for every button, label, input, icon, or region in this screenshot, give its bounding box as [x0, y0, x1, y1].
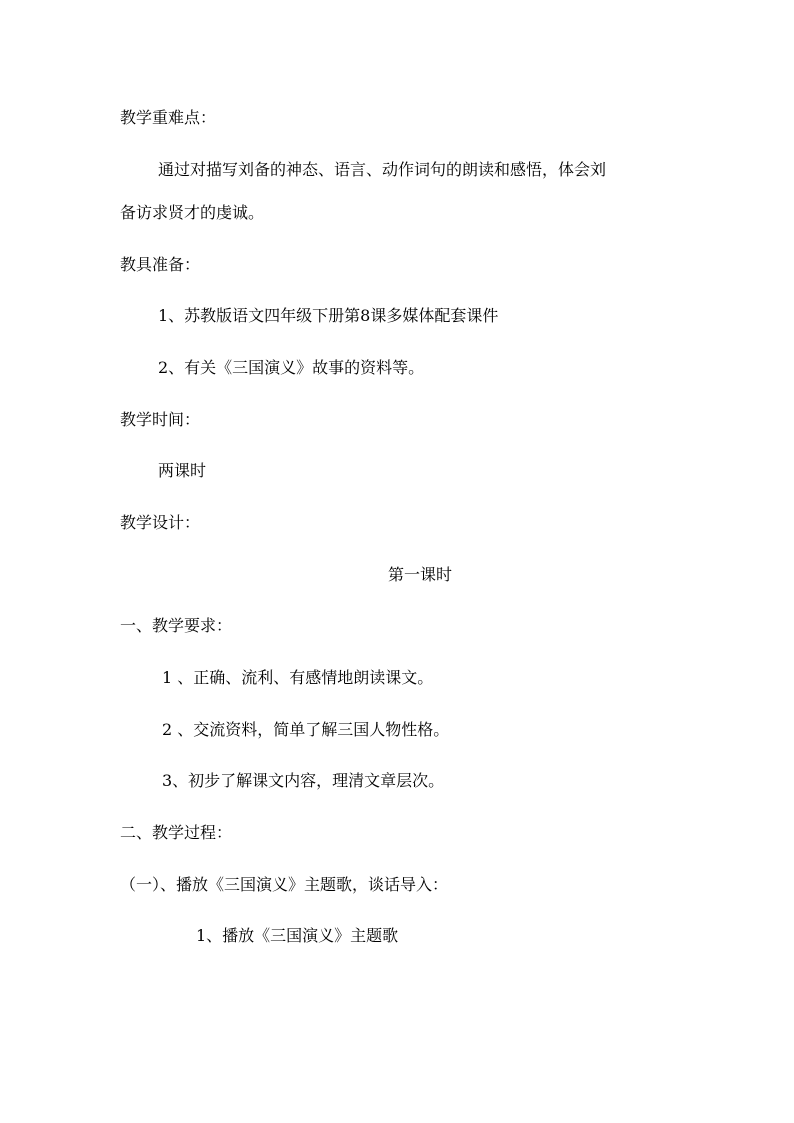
heading-requirements: 一、教学要求： [120, 616, 233, 635]
heading-process: 二、教学过程： [120, 823, 233, 842]
heading-teaching-focus: 教学重难点： [120, 108, 217, 127]
paragraph-line: 两课时 [158, 461, 207, 480]
paragraph-line: 备访求贤才的虔诚。 [120, 203, 265, 222]
paragraph-line: 通过对描写刘备的神态、语言、动作词句的朗读和感悟，体会刘 [158, 160, 607, 179]
heading-teaching-design: 教学设计： [120, 513, 201, 532]
list-item: 1、苏教版语文四年级下册第8课多媒体配套课件 [158, 306, 499, 325]
list-item: 1 、正确、流利、有感情地朗读课文。 [162, 668, 434, 687]
list-item: 3、初步了解课文内容，理清文章层次。 [162, 771, 445, 790]
heading-materials: 教具准备： [120, 255, 201, 274]
subheading: （一）、播放《三国演义》主题歌，谈话导入： [120, 875, 449, 894]
heading-teaching-time: 教学时间： [120, 410, 201, 429]
section-title: 第一课时 [388, 565, 453, 584]
list-item: 2、有关《三国演义》故事的资料等。 [158, 358, 425, 377]
list-item: 1、播放《三国演义》主题歌 [196, 926, 399, 945]
list-item: 2 、交流资料，简单了解三国人物性格。 [162, 720, 450, 739]
